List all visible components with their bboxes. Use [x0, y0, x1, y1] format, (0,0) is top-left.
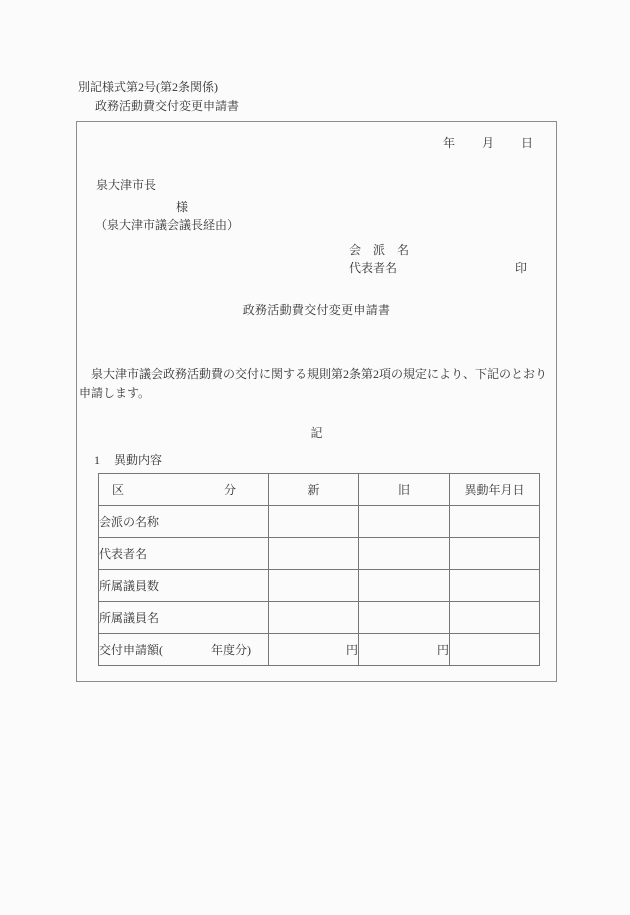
- table-row: [99, 570, 540, 602]
- faction-name-label: 会 派 名: [349, 243, 410, 257]
- header-category-right: 分: [223, 482, 236, 497]
- form-title-heading: 政務活動費交付変更申請書: [95, 99, 240, 113]
- change-table: [98, 473, 540, 666]
- body-text-line: 申請します。: [79, 386, 151, 400]
- section-number: 1: [94, 453, 100, 467]
- table-row: [99, 506, 540, 538]
- addressee-name: 泉大津市長: [96, 178, 157, 192]
- header-old: 旧: [359, 474, 450, 506]
- header-category-left: 区: [112, 482, 125, 497]
- date-line: [443, 137, 533, 149]
- header-category: [99, 474, 269, 506]
- cell-old: [359, 538, 450, 570]
- body-text-line: 泉大津市議会政務活動費の交付に関する規則第2条第2項の規定により、下記のとおり: [79, 367, 548, 381]
- section-heading: [94, 454, 162, 466]
- date-month-label: 月: [482, 136, 495, 150]
- body-text: [79, 365, 557, 403]
- seal-mark: 印: [515, 261, 528, 275]
- cell-new-yen: 円: [269, 634, 359, 666]
- representative-name-label: 代表者名: [349, 261, 398, 275]
- date-year-label: 年: [443, 136, 456, 150]
- table-header-row: [99, 474, 540, 506]
- row-label: 会派の名称: [99, 506, 269, 538]
- cell-date: [450, 538, 540, 570]
- record-mark: 記: [310, 426, 323, 440]
- date-day-label: 日: [521, 136, 534, 150]
- form-number: 別記様式第2号(第2条関係): [78, 80, 218, 94]
- header-change-date: 異動年月日: [450, 474, 540, 506]
- cell-date: [450, 634, 540, 666]
- row-label: 代表者名: [99, 538, 269, 570]
- cell-old: [359, 506, 450, 538]
- cell-old: [359, 570, 450, 602]
- row-label: 所属議員名: [99, 602, 269, 634]
- cell-new: [269, 602, 359, 634]
- cell-new: [269, 506, 359, 538]
- row-label: 交付申請額( 年度分): [99, 634, 269, 666]
- row-label: 所属議員数: [99, 570, 269, 602]
- cell-date: [450, 506, 540, 538]
- table-row: [99, 602, 540, 634]
- addressee-honorific: 様: [176, 200, 189, 214]
- form-border-box: [76, 121, 557, 682]
- addressee-via: （泉大津市議会議長経由）: [95, 218, 240, 232]
- table-row: [99, 634, 540, 666]
- section-title: 異動内容: [114, 453, 163, 467]
- cell-new: [269, 538, 359, 570]
- document-title: 政務活動費交付変更申請書: [242, 303, 391, 317]
- cell-old-yen: 円: [359, 634, 450, 666]
- cell-old: [359, 602, 450, 634]
- cell-date: [450, 602, 540, 634]
- cell-new: [269, 570, 359, 602]
- cell-date: [450, 570, 540, 602]
- header-new: 新: [269, 474, 359, 506]
- table-row: [99, 538, 540, 570]
